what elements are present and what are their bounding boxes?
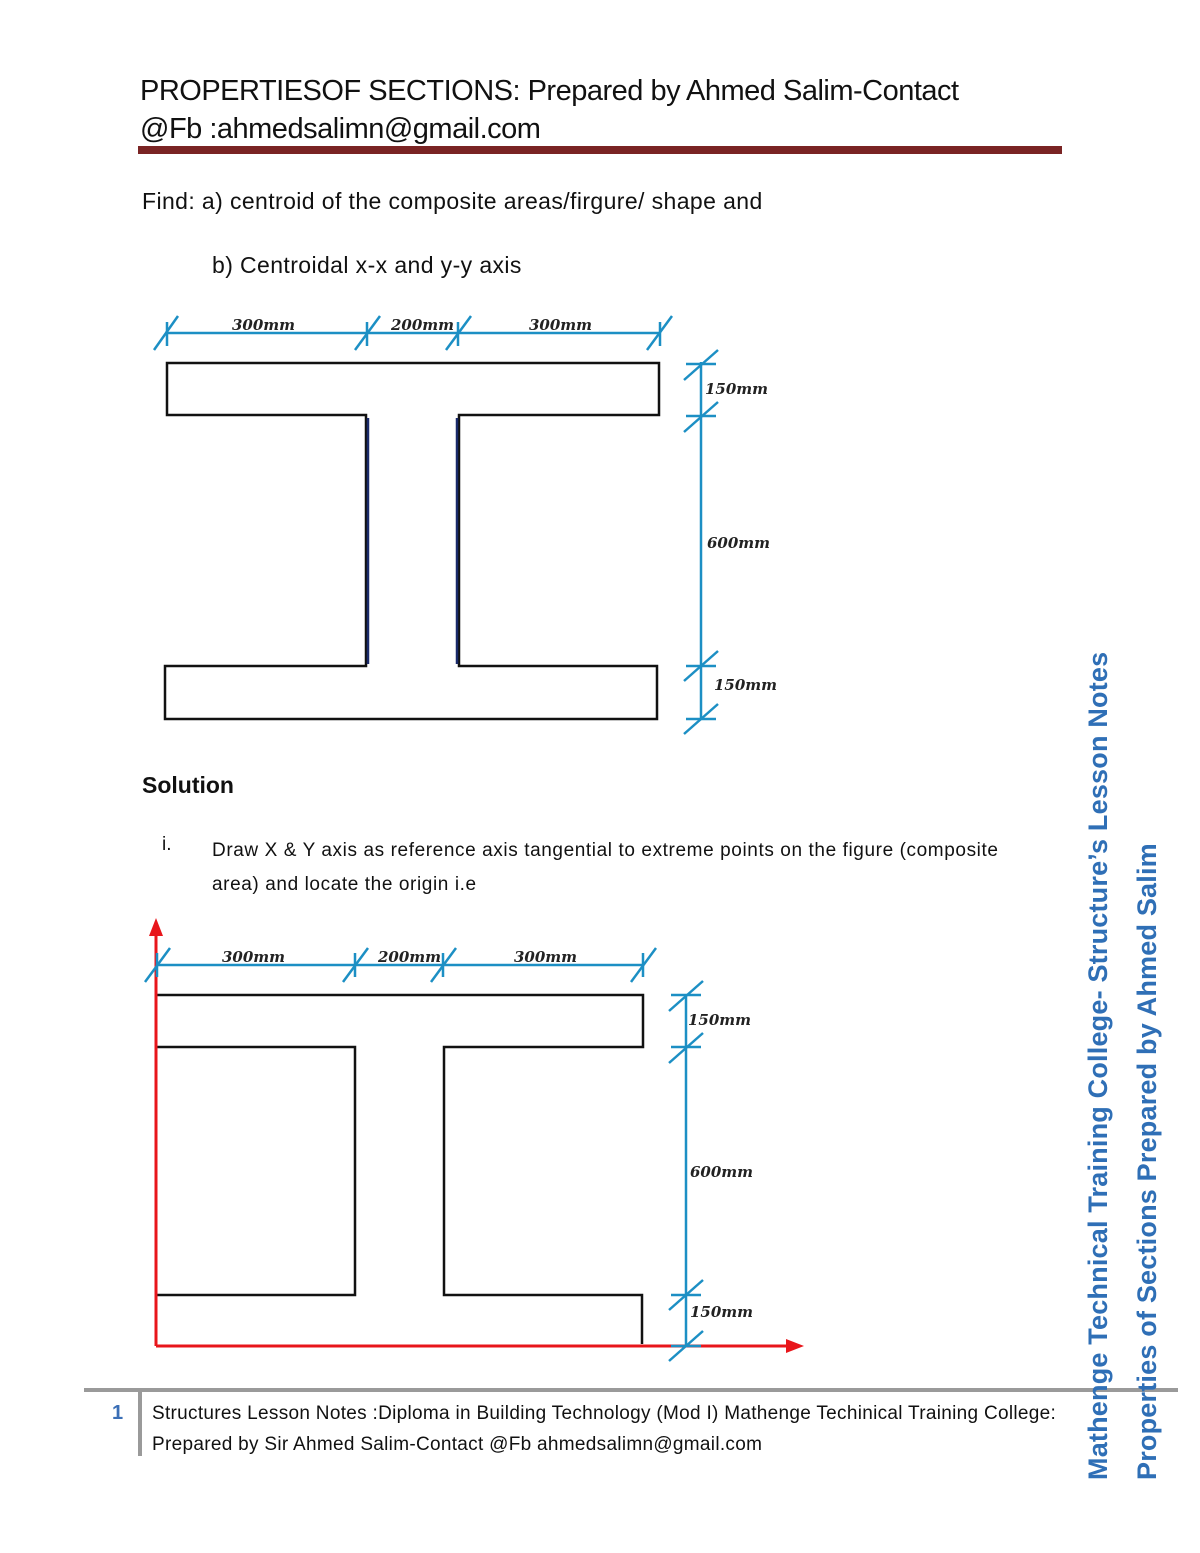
- figure2-dim-right-top: 150mm: [688, 1011, 752, 1029]
- step-number: i.: [162, 834, 172, 855]
- figure1-dim-right-bottom: 150mm: [714, 676, 778, 694]
- figure1-web-edges: [368, 418, 457, 664]
- question-find-a: Find: a) centroid of the composite areas/firgure/ shape and: [142, 188, 763, 214]
- figure2-dim-top-right: 300mm: [514, 948, 578, 966]
- sidebar-line1: Mathenge Technical Training College- Structure’s Lesson Notes: [1083, 651, 1113, 1480]
- figure1-dim-top-left: 300mm: [232, 316, 296, 334]
- figure2-dim-right-bottom: 150mm: [690, 1303, 754, 1321]
- footer-rule: [84, 1388, 1178, 1392]
- figure1-dim-right-top: 150mm: [705, 380, 769, 398]
- step-text: Draw X & Y axis as reference axis tangential to extreme points on the figure (composite area) and locate the origin i.e: [212, 840, 999, 895]
- header-title-line2: @Fb :ahmedsalimn@gmail.com: [140, 113, 541, 145]
- footer-text: Structures Lesson Notes :Diploma in Building Technology (Mod I) Mathenge Techinical Training College: Prepared by Sir Ahmed Salim-Contact @Fb ahmedsalimn@gmail.com: [152, 1403, 1057, 1455]
- figure1-dim-top-mid: 200mm: [391, 316, 455, 334]
- figure2-dim-top-left: 300mm: [222, 948, 286, 966]
- solution-heading: Solution: [142, 772, 234, 798]
- figure1-dim-top-right: 300mm: [529, 316, 593, 334]
- figure1-dim-right-mid: 600mm: [707, 534, 771, 552]
- header-title-line1: PROPERTIESOF SECTIONS: Prepared by Ahmed Salim-Contact: [140, 75, 959, 107]
- figure2-reference-axes: [149, 918, 804, 1353]
- figure1-i-section: [165, 363, 659, 719]
- figure2-dim-top-mid: 200mm: [378, 948, 442, 966]
- figure2-i-section: [157, 995, 643, 1344]
- page-number: 1: [112, 1402, 124, 1424]
- sidebar-line2: Properties of Sections Prepared by Ahmed Salim: [1132, 843, 1162, 1480]
- footer-divider: [138, 1392, 142, 1456]
- figure2-dimensions: [145, 948, 703, 1361]
- question-find-b: b) Centroidal x-x and y-y axis: [212, 252, 522, 278]
- figure2-dim-right-mid: 600mm: [690, 1163, 754, 1181]
- figure1-dimensions: [154, 316, 718, 734]
